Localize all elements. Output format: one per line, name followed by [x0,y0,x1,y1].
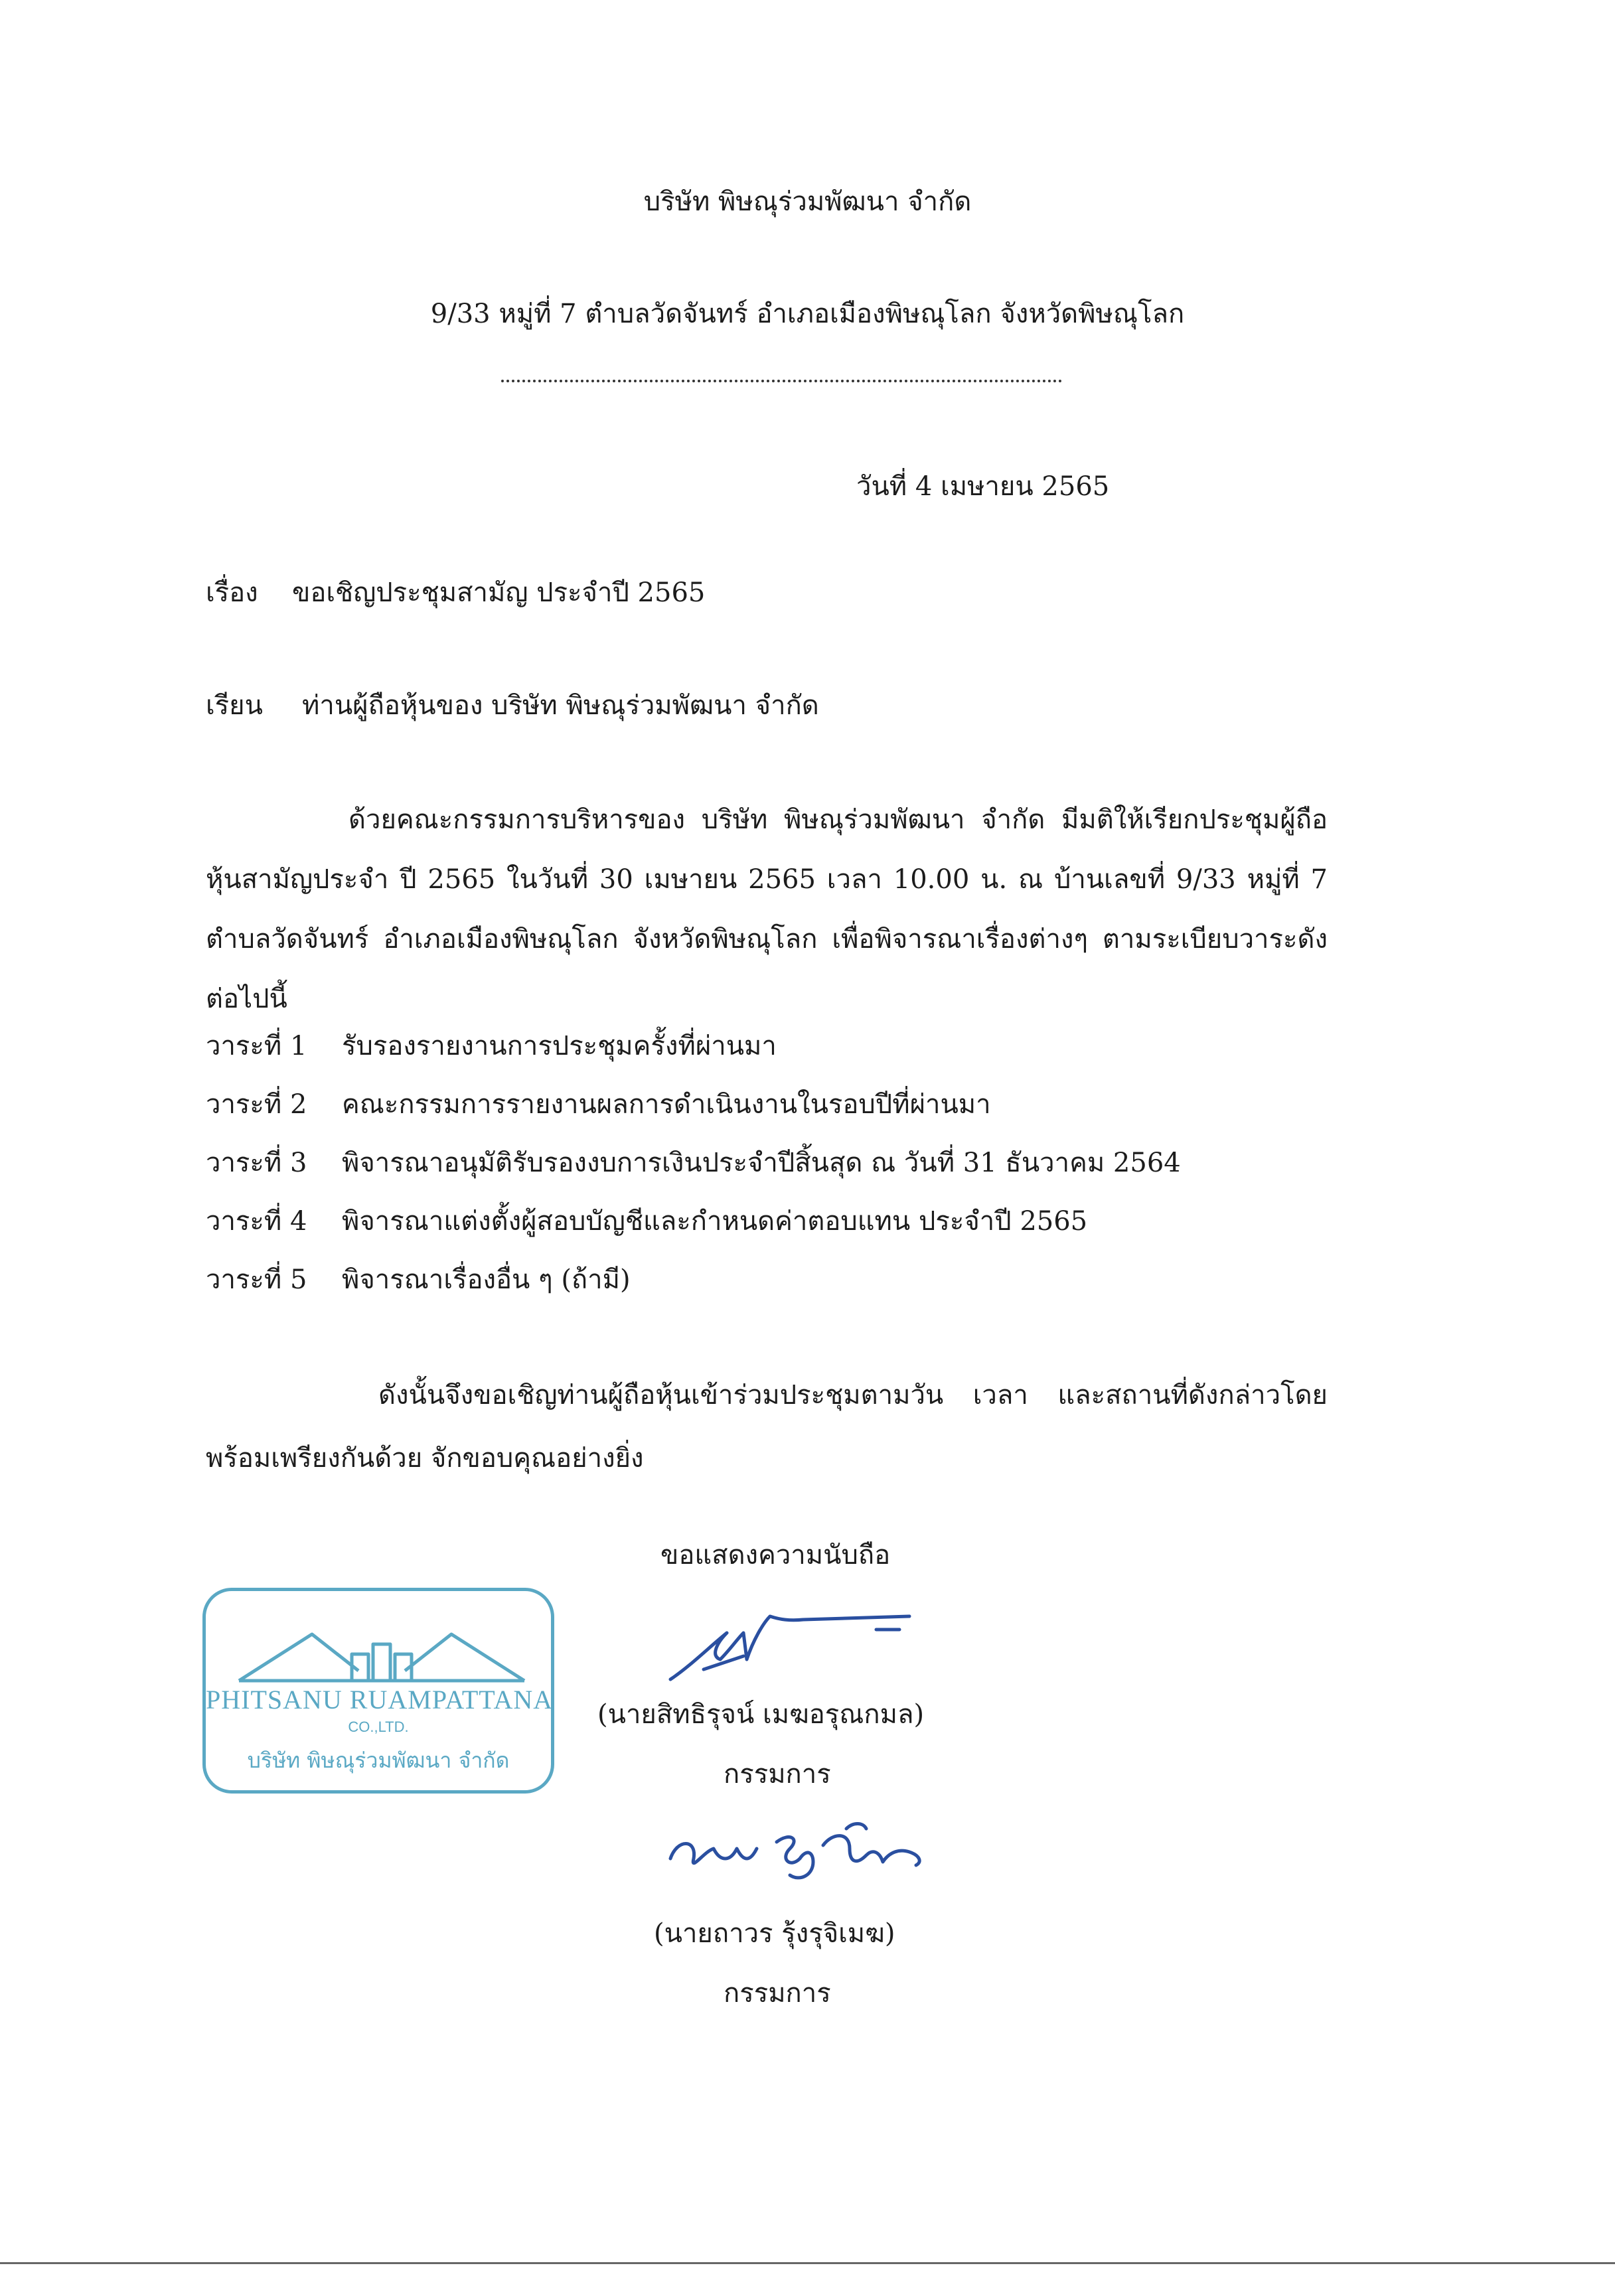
agenda-item [206,1144,1181,1203]
stamp-company-th: บริษัท พิษณุร่วมพัฒนา จำกัด [247,1748,510,1773]
signature-1 [664,1593,916,1686]
agenda-text: พิจารณาแต่งตั้งผู้สอบบัญชีและกำหนดค่าตอบแทน ประจำปี 2565 [342,1206,1088,1237]
agenda-item [206,1028,1181,1086]
company-address: 9/33 หมู่ที่ 7 ตำบลวัดจันทร์ อำเภอเมืองพิษณุโลก จังหวัดพิษณุโลก [430,299,1185,329]
recipient-text: ท่านผู้ถือหุ้นของ บริษัท พิษณุร่วมพัฒนา จำกัด [302,690,819,721]
agenda-text: รับรองรายงานการประชุมครั้งที่ผ่านมา [342,1031,777,1061]
company-name: บริษัท พิษณุร่วมพัฒนา จำกัด [643,187,972,217]
signatory-2-name: (นายถาวร รุ้งรุจิเมฆ) [654,1918,895,1949]
agenda-item [206,1203,1181,1261]
agenda-number: วาระที่ 3 [206,1148,307,1178]
company-stamp [202,1588,554,1794]
agenda-list [206,1028,1181,1320]
agenda-item [206,1086,1181,1144]
bottom-scan-edge [0,2262,1615,2264]
subject-label: เรื่อง [206,577,258,608]
agenda-number: วาระที่ 4 [206,1206,307,1237]
body-paragraph: ด้วยคณะกรรมการบริหารของ บริษัท พิษณุร่วมพัฒนา จำกัด มีมติให้เรียกประชุมผู้ถือหุ้นสามัญประจำ ปี 2565 ในวันที่ 30 เมษายน 2565 เวลา 10.00 น. ณ บ้านเลขที่ 9/33 หมู่ที่ 7 ตำบลวัดจันทร์ อำเภอเมืองพิษณุโลก จังหวัดพิษณุโลก เพื่อพิจารณาเรื่องต่างๆ ตามระเบียบวาระดังต่อไปนี้ [206,804,1328,1014]
signatory-1-title: กรรมการ [724,1759,831,1790]
agenda-number: วาระที่ 1 [206,1031,307,1061]
agenda-text: พิจารณาเรื่องอื่น ๆ (ถ้ามี) [342,1264,631,1295]
house-roof-icon [226,1608,538,1687]
letter-date: วันที่ 4 เมษายน 2565 [856,471,1110,502]
closing-paragraph: ดังนั้นจึงขอเชิญท่านผู้ถือหุ้นเข้าร่วมประชุมตามวัน เวลา และสถานที่ดังกล่าวโดยพร้อมเพรียงกันด้วย จักขอบคุณอย่างยิ่ง [206,1380,1328,1474]
stamp-company-en: PHITSANU RUAMPATTANA [206,1685,554,1715]
agenda-number: วาระที่ 2 [206,1089,307,1120]
sign-off: ขอแสดงความนับถือ [660,1540,891,1570]
stamp-suffix-en: CO.,LTD. [348,1719,409,1735]
signatory-1-name: (นายสิทธิรุจน์ เมฆอรุณกมล) [597,1699,925,1730]
subject-text: ขอเชิญประชุมสามัญ ประจำปี 2565 [292,577,706,608]
signatory-2-title: กรรมการ [724,1978,831,2009]
agenda-item [206,1261,1181,1320]
signature-2 [657,1812,936,1892]
agenda-text: คณะกรรมการรายงานผลการดำเนินงานในรอบปีที่ผ่านมา [342,1089,991,1120]
agenda-text: พิจารณาอนุมัติรับรองงบการเงินประจำปีสิ้นสุด ณ วันที่ 31 ธันวาคม 2564 [342,1148,1181,1178]
agenda-number: วาระที่ 5 [206,1264,307,1295]
header-dotted-divider [501,380,1062,382]
recipient-label: เรียน [206,690,263,721]
